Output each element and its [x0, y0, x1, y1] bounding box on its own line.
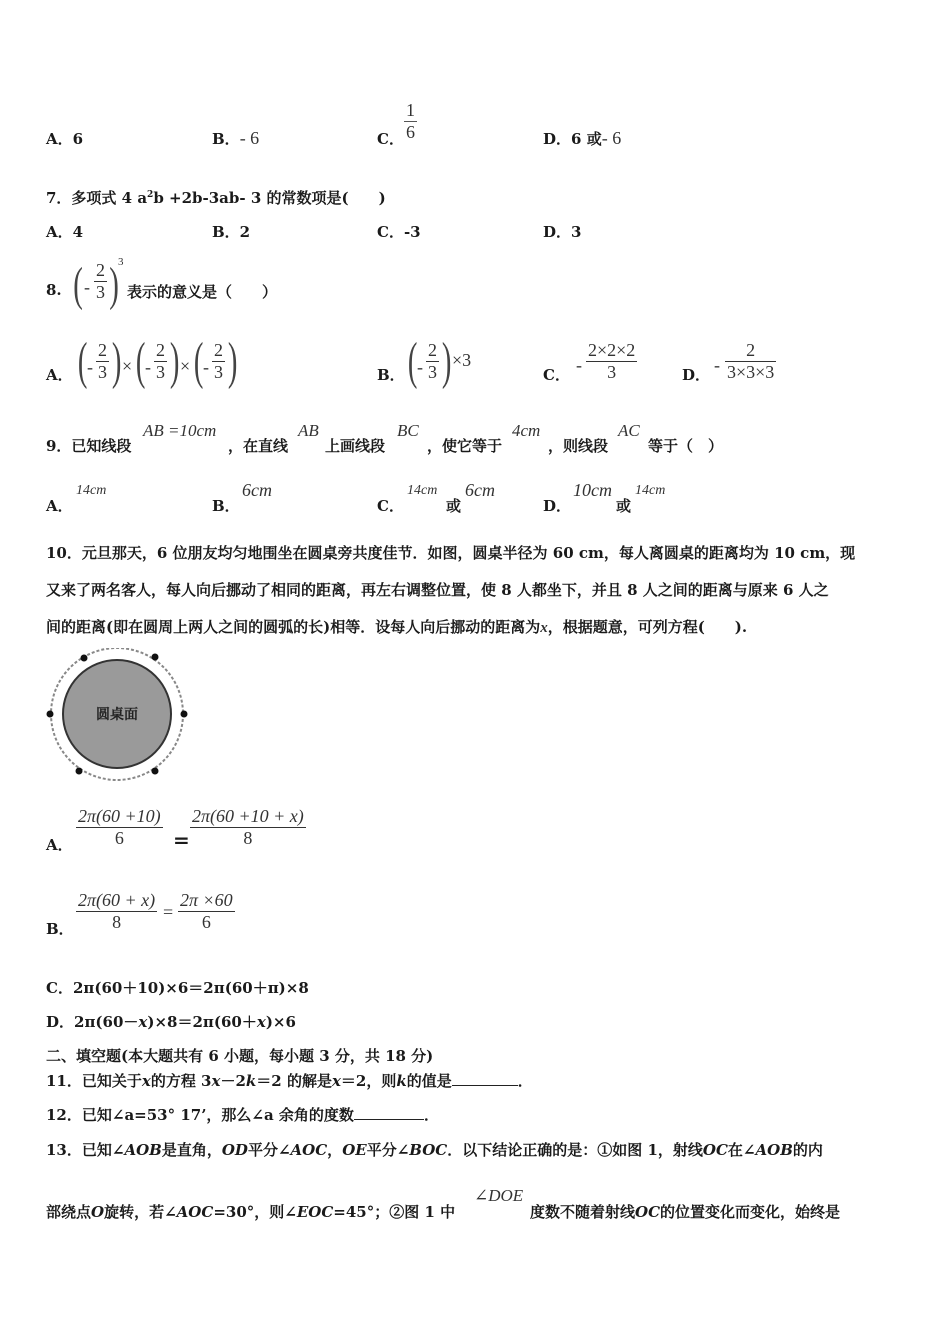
q10-b-lnum: 2π(60 + x): [78, 890, 156, 910]
q11-mid1: 的方程 3: [150, 1072, 212, 1090]
q9-t6: 等于（ ）: [648, 437, 724, 455]
q13-o: O: [91, 1203, 105, 1221]
q13-boc: BOC: [409, 1141, 448, 1159]
q8-a-paren1-l: (: [77, 333, 88, 390]
q10-line3: [46, 616, 747, 637]
table-label: 圆桌面: [96, 707, 138, 723]
q8-b-frac: [426, 340, 439, 383]
q13-s9: =30°，则∠: [213, 1203, 297, 1221]
q8-minus: -: [84, 277, 90, 297]
q11: [46, 1070, 533, 1091]
q8-a-times2: ×: [180, 356, 191, 376]
q7-option-b: B．2: [212, 223, 251, 241]
q9-t3: 上画线段: [325, 437, 386, 455]
q11-mid4: ＝2，则: [340, 1072, 397, 1090]
q9-option-c-or: 或: [446, 497, 462, 515]
q13-s3: ，: [327, 1141, 343, 1159]
q13-s10: =45°；②图 1 中: [333, 1203, 456, 1221]
q8-stem-text: 表示的意义是（ ）: [127, 283, 278, 301]
q6-a-label: A．: [46, 130, 73, 148]
q10-d-x1: x: [138, 1013, 148, 1031]
q13-s8: 旋转，若∠: [104, 1203, 177, 1221]
q8-option-b-label: B．: [377, 366, 405, 384]
q11-mid3: ＝2 的解是: [256, 1072, 332, 1090]
q9-option-d-v1: 10cm: [573, 480, 612, 500]
q13-oc: OC: [702, 1141, 728, 1159]
q11-x: x: [141, 1072, 151, 1090]
q8-b-fn: 2: [428, 340, 437, 360]
q10-a-left-fraction: [76, 806, 163, 849]
q7-stem-pre: 7．多项式 4 a: [46, 189, 148, 207]
q13-s11: 度数不随着射线: [530, 1203, 636, 1221]
q6-d-val2: - 6: [601, 128, 622, 148]
q8-fraction: [94, 260, 107, 303]
q8-b-fd: 3: [428, 362, 437, 382]
q6-option-a: [46, 128, 83, 149]
q9-option-d-v2: 14cm: [635, 483, 666, 498]
q10-d-x2: x: [256, 1013, 266, 1031]
q9-option-a-label: A．: [46, 497, 73, 515]
q10-a-right-fraction: [190, 806, 306, 849]
q11-x3: x: [331, 1072, 341, 1090]
q13-aoc2: AOC: [176, 1203, 214, 1221]
q9-option-b-label: B．: [212, 497, 240, 515]
q8-option-b-expression: [404, 333, 494, 390]
q9-option-c-v2: 6cm: [465, 480, 495, 500]
q7-stem-sup: 2: [147, 190, 154, 200]
seat-dot: [152, 654, 159, 661]
q12-answer-blank[interactable]: [354, 1118, 424, 1120]
q8-d-minus: -: [714, 355, 720, 375]
q8-b-minus: -: [417, 357, 423, 377]
q11-post: 的值是: [406, 1072, 452, 1090]
q8-a-paren2-l: (: [135, 333, 146, 390]
q8-a-paren3-r: ): [227, 333, 238, 390]
q11-k2: k: [396, 1072, 407, 1090]
q8-a-frac3: [212, 340, 225, 383]
q13-eoc: EOC: [296, 1203, 334, 1221]
q10-b-lden: 8: [76, 911, 157, 933]
q9-m4: 4cm: [512, 421, 541, 440]
q8-a-paren2-r: ): [169, 333, 180, 390]
q8-a-paren3-l: (: [193, 333, 204, 390]
q9-option-a-value: 14cm: [76, 483, 107, 498]
q8-number: 8.: [46, 281, 62, 299]
q13-line2-a: [46, 1201, 455, 1222]
q8-a-f3n: 2: [214, 340, 223, 360]
q10-b-rnum: 2π ×60: [180, 890, 233, 910]
q11-k: k: [245, 1072, 257, 1090]
q6-b-label: B．: [212, 130, 240, 148]
q13-s12: 的位置变化而变化，始终是: [660, 1203, 841, 1221]
q8-a-f3d: 3: [214, 362, 223, 382]
q10-line3-pre: 间的距离(即在圆周上两人之间的圆弧的长)相等．设每人向后挪动的距离为: [46, 618, 541, 636]
q10-line3-post: ，根据题意，可列方程( ).: [547, 618, 748, 636]
q11-pre: 11．已知关于: [46, 1072, 142, 1090]
q6-d-or: 或: [586, 130, 602, 148]
q8-d-numerator: 2: [746, 340, 756, 360]
q10-d-post: )×6: [265, 1013, 296, 1031]
q8-frac-den: 3: [96, 282, 105, 302]
q9-option-c-v1: 14cm: [407, 483, 438, 498]
q6-option-d: [543, 128, 621, 149]
q10-line3-x: x: [540, 620, 548, 636]
q8-a-f1n: 2: [98, 340, 107, 360]
q6-d-label: D．: [543, 130, 572, 148]
q8-a-f1d: 3: [98, 362, 107, 382]
q10-b-right-fraction: [178, 890, 235, 933]
q8-a-minus1: -: [87, 357, 93, 377]
q13-oe: OE: [342, 1141, 367, 1159]
q8-option-c-fraction: [586, 340, 637, 383]
q9-t4: ，使它等于: [427, 437, 503, 455]
q13-s1: 是直角，: [161, 1141, 222, 1159]
q12: [46, 1104, 439, 1125]
q8-option-a-expression: [74, 333, 244, 390]
q10-a-equals: =: [173, 828, 190, 852]
q9-t5: ，则线段: [548, 437, 609, 455]
q13-line2-b: [530, 1201, 840, 1222]
q9-t2: ，在直线: [228, 437, 289, 455]
q13-aob2: AOB: [755, 1141, 793, 1159]
q6-b-value: - 6: [239, 128, 260, 148]
q9-m1: AB =10cm: [143, 421, 217, 440]
section-2-title: 二、填空题(本大题共有 6 小题，每小题 3 分，共 18 分): [46, 1047, 434, 1065]
q8-option-c-label: C．: [543, 366, 570, 384]
q13-doe: ∠DOE: [474, 1186, 524, 1205]
q8-d-denominator: 3×3×3: [727, 362, 775, 382]
seat-dot: [152, 768, 159, 775]
q8-a-frac1: [96, 340, 109, 383]
q10-option-b-label: B．: [46, 920, 74, 938]
q8-b-times3: ×3: [452, 350, 472, 370]
q12-text: 12．已知∠a=53° 17’，那么∠a 余角的度数: [46, 1106, 354, 1124]
q9-option-b-value: 6cm: [242, 480, 272, 500]
q10-line2: 又来了两名客人，每人向后挪动了相同的距离，再左右调整位置，使 8 人都坐下，并且 8 人之间的距离与原来 6 人之: [46, 581, 829, 599]
q7-option-d: D．3: [543, 223, 582, 241]
q10-b-rden: 6: [178, 911, 235, 933]
q9-m3: BC: [397, 421, 419, 440]
q9-m2: AB: [298, 421, 319, 440]
round-table-figure: [44, 648, 190, 782]
q8-a-frac2: [154, 340, 167, 383]
q13-s5: ．以下结论正确的是：①如图 1，射线: [447, 1141, 703, 1159]
q11-answer-blank[interactable]: [452, 1084, 518, 1086]
q9-option-d-label: D．: [543, 497, 572, 515]
q9-t1: 9．已知线段: [46, 437, 132, 455]
q13-s6: 在∠: [727, 1141, 756, 1159]
q9-option-c-label: C．: [377, 497, 404, 515]
q10-a-rden: 8: [190, 827, 306, 849]
q8-b-paren-l: (: [407, 333, 418, 390]
q10-a-rnum: 2π(60 +10 + x): [192, 806, 304, 826]
q6-option-b: [212, 128, 259, 149]
seat-dot: [76, 768, 83, 775]
q8-exponent: 3: [118, 256, 124, 268]
q13-pre: 13．已知∠: [46, 1141, 125, 1159]
q8-option-d-label: D．: [682, 366, 711, 384]
q7-option-c: C．-3: [377, 223, 421, 241]
q12-end: ．: [423, 1106, 439, 1124]
q13-oc2: OC: [635, 1203, 661, 1221]
q13-line2-pre: 部绕点: [46, 1203, 92, 1221]
q7-stem-post: b +2b-3ab- 3 的常数项是( ): [153, 189, 386, 207]
q10-option-a-label: A．: [46, 836, 73, 854]
q8-a-times1: ×: [122, 356, 133, 376]
q10-line1: 10．元旦那天，6 位朋友均匀地围坐在圆桌旁共度佳节．如图，圆桌半径为 60 cm，每人离圆桌的距离均为 10 cm，现: [46, 544, 856, 562]
q10-b-equals: =: [163, 902, 174, 922]
q13-s2: 平分∠: [247, 1141, 291, 1159]
q8-a-paren1-r: ): [111, 333, 122, 390]
q8-c-denominator: 3: [586, 361, 637, 383]
q10-option-d: [46, 1011, 296, 1032]
q8-a-minus3: -: [203, 357, 209, 377]
q8-left-paren: (: [73, 258, 83, 311]
q8-frac-num: 2: [96, 260, 105, 280]
q7-stem: [46, 187, 386, 208]
q10-b-left-fraction: [76, 890, 157, 933]
q11-mid2: －2: [220, 1072, 246, 1090]
q13-s4: 平分∠: [366, 1141, 410, 1159]
q10-option-c: C．2π(60＋10)×6＝2π(60＋π)×8: [46, 979, 309, 997]
seat-dot: [47, 711, 54, 718]
q8-option-a-label: A．: [46, 366, 73, 384]
q9-m5: AC: [618, 421, 640, 440]
seat-dot: [181, 711, 188, 718]
q8-c-numerator: 2×2×2: [588, 340, 636, 360]
q13-od: OD: [221, 1141, 248, 1159]
q8-a-f2n: 2: [156, 340, 165, 360]
q6-c-numerator: 1: [406, 100, 415, 120]
q6-option-c-label: C．: [377, 130, 404, 148]
q6-a-value: 6: [72, 130, 84, 148]
q8-a-f2d: 3: [156, 362, 165, 382]
q10-a-lnum: 2π(60 +10): [78, 806, 161, 826]
q13-line1: [46, 1139, 823, 1160]
q8-a-minus2: -: [145, 357, 151, 377]
q7-option-a: A．4: [46, 223, 84, 241]
q8-right-paren: ): [109, 258, 119, 311]
q11-x2: x: [211, 1072, 221, 1090]
q10-a-lden: 6: [76, 827, 163, 849]
q13-aob: AOB: [124, 1141, 162, 1159]
seat-dot: [81, 655, 88, 662]
q10-d-mid: )×8＝2π(60＋: [147, 1013, 257, 1031]
q6-option-c-fraction: [404, 100, 417, 143]
q10-d-pre: D．2π(60－: [46, 1013, 139, 1031]
q8-option-d-fraction: [725, 340, 776, 383]
q6-c-denominator: 6: [406, 122, 415, 142]
q6-d-val1: 6: [571, 130, 582, 148]
q8-c-minus: -: [576, 355, 582, 375]
q8-b-paren-r: ): [441, 333, 452, 390]
q11-end: ．: [517, 1072, 533, 1090]
q13-aoc: AOC: [290, 1141, 328, 1159]
q9-option-d-or: 或: [616, 497, 632, 515]
q13-s7: 的内: [792, 1141, 823, 1159]
